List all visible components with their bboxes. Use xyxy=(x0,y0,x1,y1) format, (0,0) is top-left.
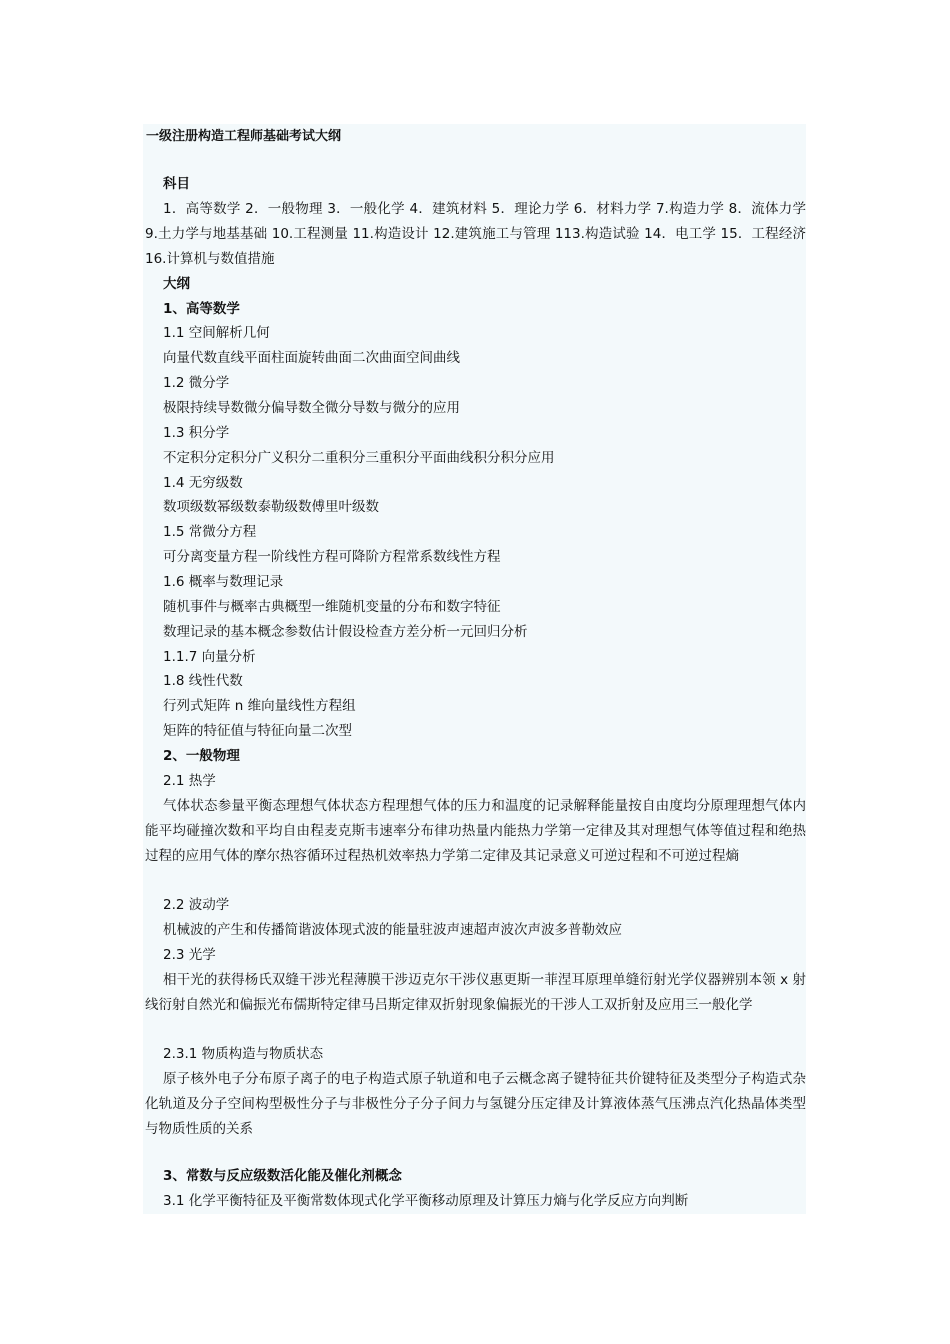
subsection-heading: 2.1 热学 xyxy=(163,773,216,789)
document-title: 一级注册构造工程师基础考试大纲 xyxy=(146,129,342,144)
subsection-text: 数理记录的基本概念参数估计假设检查方差分析一元回归分析 xyxy=(163,624,528,640)
subsection-heading: 2.3.1 物质构造与物质状态 xyxy=(163,1046,324,1062)
subsection-heading: 1.1.7 向量分析 xyxy=(163,649,256,665)
subsection-heading: 2.3 光学 xyxy=(163,947,216,963)
section-1-heading: 1、高等数学 xyxy=(163,301,240,317)
subsection-text: 可分离变量方程一阶线性方程可降阶方程常系数线性方程 xyxy=(163,549,501,565)
document-page xyxy=(143,124,806,1214)
subsection-heading: 1.6 概率与数理记录 xyxy=(163,574,284,590)
subjects-heading: 科目 xyxy=(163,176,190,192)
section-2-heading: 2、一般物理 xyxy=(163,748,240,764)
outline-heading: 大纲 xyxy=(163,276,190,292)
subsection-heading: 1.8 线性代数 xyxy=(163,673,243,689)
subjects-list: 1．高等数学 2．一般物理 3．一般化学 4．建筑材料 5．理论力学 6．材料力学 7.构造力学 8．流体力学 9.土力学与地基基础 10.工程测量 11.构造设计 12.建筑施工与管理 113.构造试验 14．电工学 15．工程经济 16.计算机与数值措施 xyxy=(145,201,806,267)
subsection-heading: 1.2 微分学 xyxy=(163,375,230,391)
subsection-text: 不定积分定积分广义积分二重积分三重积分平面曲线积分积分应用 xyxy=(163,450,555,466)
subsection-text: 气体状态参量平衡态理想气体状态方程理想气体的压力和温度的记录解释能量按自由度均分原理理想气体内能平均碰撞次数和平均自由程麦克斯韦速率分布律功热量内能热力学第一定律及其对理想气体等值过程和绝热过程的应用气体的摩尔热容循环过程热机效率热力学第二定律及其记录意义可逆过程和不可逆过程熵 xyxy=(145,798,806,864)
subsection-text: 随机事件与概率古典概型一维随机变量的分布和数字特征 xyxy=(163,599,501,615)
subsection-text: 行列式矩阵 n 维向量线性方程组 xyxy=(163,698,356,714)
subsection-text: 机械波的产生和传播简谐波体现式波的能量驻波声速超声波次声波多普勒效应 xyxy=(163,922,622,938)
subsection-text: 向量代数直线平面柱面旋转曲面二次曲面空间曲线 xyxy=(163,350,460,366)
subsection-text: 数项级数幂级数泰勒级数傅里叶级数 xyxy=(163,499,379,515)
subsection-text: 极限持续导数微分偏导数全微分导数与微分的应用 xyxy=(163,400,460,416)
subsection-heading: 2.2 波动学 xyxy=(163,897,230,913)
section-3-heading: 3、常数与反应级数活化能及催化剂概念 xyxy=(163,1168,402,1184)
subsection-text: 矩阵的特征值与特征向量二次型 xyxy=(163,723,352,739)
subsection-heading: 1.1 空间解析几何 xyxy=(163,325,270,341)
subsection-heading: 1.5 常微分方程 xyxy=(163,524,257,540)
subsection-text: 原子核外电子分布原子离子的电子构造式原子轨道和电子云概念离子键特征共价键特征及类型分子构造式杂化轨道及分子空间构型极性分子与非极性分子分子间力与氢键分压定律及计算液体蒸气压沸点汽化热晶体类型与物质性质的关系 xyxy=(145,1071,806,1137)
subsection-heading: 1.4 无穷级数 xyxy=(163,475,243,491)
subsection-text: 相干光的获得杨氏双缝干涉光程薄膜干涉迈克尔干涉仪惠更斯一菲涅耳原理单缝衍射光学仪器辨别本领 x 射线衍射自然光和偏振光布儒斯特定律马吕斯定律双折射现象偏振光的干涉人工双折射及应用三一般化学 xyxy=(145,972,806,1013)
subsection-heading: 3.1 化学平衡特征及平衡常数体现式化学平衡移动原理及计算压力熵与化学反应方向判断 xyxy=(163,1193,689,1209)
subsection-heading: 1.3 积分学 xyxy=(163,425,230,441)
